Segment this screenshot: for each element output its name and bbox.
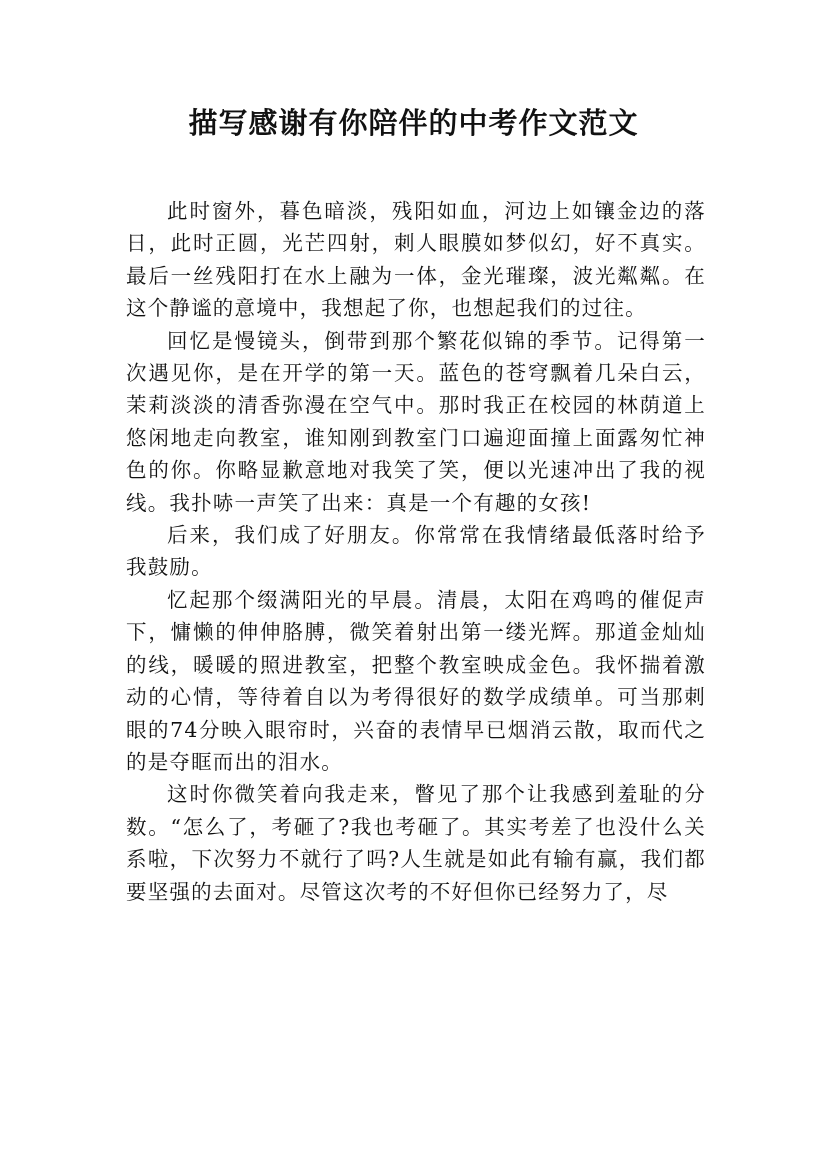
document-title: 描写感谢有你陪伴的中考作文范文 <box>188 106 639 140</box>
document-body <box>126 195 706 908</box>
paragraph: 回忆是慢镜头，倒带到那个繁花似锦的季节。记得第一次遇见你，是在开学的第一天。蓝色的苍穹飘着几朵白云，茉莉淡淡的清香弥漫在空气中。那时我正在校园的林荫道上悠闲地走向教室，谁知刚到教室门口遍迎面撞上面露匆忙神色的你。你略显歉意地对我笑了笑，便以光速冲出了我的视线。我扑哧一声笑了出来：真是一个有趣的女孩! <box>126 328 706 515</box>
paragraph: 后来，我们成了好朋友。你常常在我情绪最低落时给予我鼓励。 <box>126 523 706 580</box>
paragraph: 这时你微笑着向我走来，瞥见了那个让我感到羞耻的分数。“怎么了，考砸了?我也考砸了。其实考差了也没什么关系啦，下次努力不就行了吗?人生就是如此有输有赢，我们都要坚强的去面对。尽管这次考的不好但你已经努力了，尽 <box>126 782 706 904</box>
paragraph: 忆起那个缀满阳光的早晨。清晨，太阳在鸡鸣的催促声下，慵懒的伸伸胳膊，微笑着射出第一缕光辉。那道金灿灿的线，暖暖的照进教室，把整个教室映成金色。我怀揣着激动的心情，等待着自以为考得很好的数学成绩单。可当那刺眼的74分映入眼帘时，兴奋的表情早已烟消云散，取而代之的是夺眶而出的泪水。 <box>126 587 706 774</box>
paragraph: 此时窗外，暮色暗淡，残阳如血，河边上如镶金边的落日，此时正圆，光芒四射，刺人眼膜如梦似幻，好不真实。最后一丝残阳打在水上融为一体，金光璀璨，波光粼粼。在这个静谧的意境中，我想起了你，也想起我们的过往。 <box>126 199 706 321</box>
